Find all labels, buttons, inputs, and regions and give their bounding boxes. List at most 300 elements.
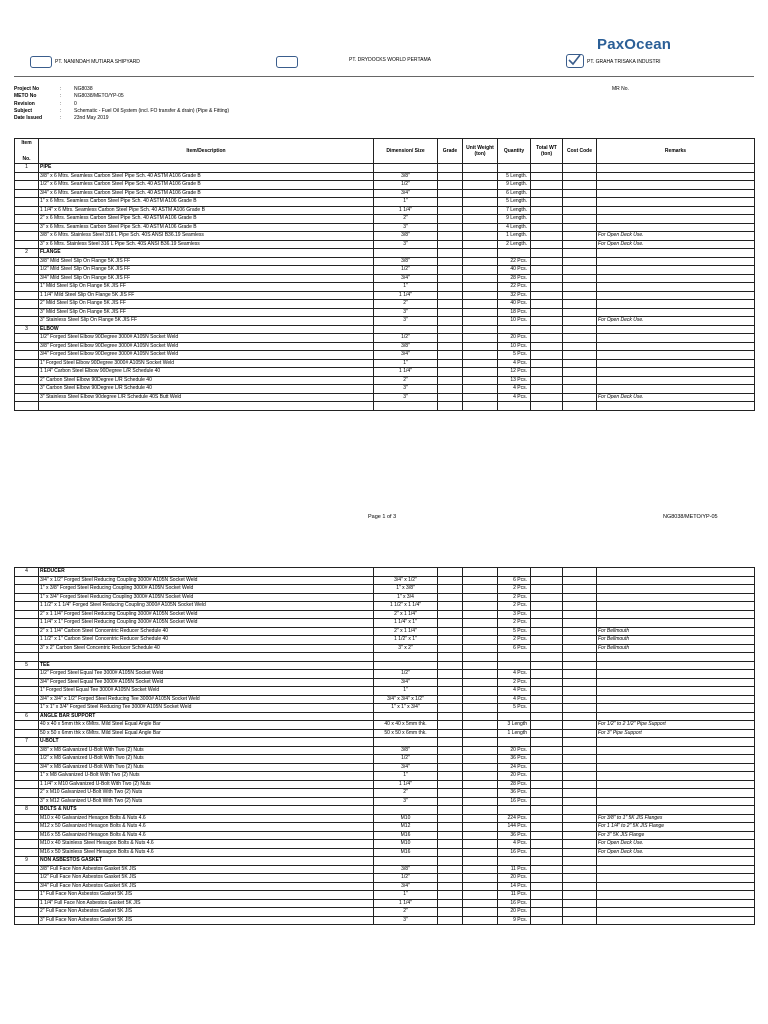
cost-code-cell — [563, 189, 597, 198]
item-no-cell — [15, 653, 39, 662]
quantity-cell: 144 Pcs. — [498, 823, 531, 832]
total-wt-cell — [531, 670, 563, 679]
cost-code-cell — [563, 402, 597, 411]
dimension-cell — [374, 568, 438, 577]
category-row — [15, 568, 755, 577]
grade-cell — [438, 317, 463, 326]
grade-cell — [438, 206, 463, 215]
item-no-cell — [15, 308, 39, 317]
unit-weight-cell — [463, 831, 498, 840]
unit-weight-cell — [463, 274, 498, 283]
grade-cell — [438, 806, 463, 815]
item-no-cell — [15, 189, 39, 198]
remarks-cell — [597, 593, 755, 602]
item-no-cell — [15, 215, 39, 224]
cost-code-cell — [563, 729, 597, 738]
dimension-cell: 3/4" — [374, 189, 438, 198]
quantity-cell: 12 Pcs. — [498, 368, 531, 377]
grade-cell — [438, 223, 463, 232]
total-wt-cell — [531, 232, 563, 241]
description-cell: 1/2" x M8 Galvanized U-Bolt With Two (2) Nuts — [39, 755, 374, 764]
dimension-cell: 3/8" — [374, 746, 438, 755]
meta-row — [14, 108, 229, 115]
meta-key: Project No — [14, 86, 40, 92]
unit-weight-cell — [463, 215, 498, 224]
cost-code-cell — [563, 899, 597, 908]
description-cell: 3/4" Full Face Non Asbestos Gasket 5K JIS — [39, 882, 374, 891]
dimension-cell: 1" — [374, 198, 438, 207]
unit-weight-cell — [463, 840, 498, 849]
cost-code-cell — [563, 857, 597, 866]
item-no-cell — [15, 627, 39, 636]
unit-weight-cell — [463, 291, 498, 300]
dimension-cell: 3" — [374, 223, 438, 232]
item-no-cell — [15, 274, 39, 283]
total-wt-cell — [531, 891, 563, 900]
table-row — [15, 232, 755, 241]
dimension-cell: 3" — [374, 317, 438, 326]
table-row — [15, 215, 755, 224]
dimension-cell: 1/2" — [374, 755, 438, 764]
quantity-cell — [498, 661, 531, 670]
item-no-cell — [15, 746, 39, 755]
total-wt-cell — [531, 351, 563, 360]
unit-weight-cell — [463, 593, 498, 602]
unit-weight-cell — [463, 908, 498, 917]
cost-code-cell — [563, 848, 597, 857]
grade-cell — [438, 636, 463, 645]
remarks-cell — [597, 806, 755, 815]
quantity-cell: 4 Pcs. — [498, 385, 531, 394]
grade-cell — [438, 232, 463, 241]
description-cell — [39, 653, 374, 662]
quantity-cell: 4 Pcs. — [498, 359, 531, 368]
description-cell: 1" x 3/8" Forged Steel Reducing Coupling 3000# A105N Socket Weld — [39, 585, 374, 594]
unit-weight-cell — [463, 729, 498, 738]
table-row — [15, 274, 755, 283]
col-remarks: Remarks — [597, 139, 755, 164]
cost-code-cell — [563, 891, 597, 900]
description-cell: 3/4" x 1/2" Forged Steel Reducing Coupling 3000# A105N Socket Weld — [39, 576, 374, 585]
cost-code-cell — [563, 882, 597, 891]
quantity-cell: 18 Pcs. — [498, 308, 531, 317]
total-wt-cell — [531, 729, 563, 738]
unit-weight-cell — [463, 695, 498, 704]
unit-weight-cell — [463, 359, 498, 368]
quantity-cell: 2 Length. — [498, 240, 531, 249]
dimension-cell: 1" x 3/4 — [374, 593, 438, 602]
description-cell: 1/2" Forged Steel Elbow 90Degree 3000# A105N Socket Weld — [39, 334, 374, 343]
dimension-cell: 1 1/4" — [374, 368, 438, 377]
grade-cell — [438, 670, 463, 679]
remarks-cell — [597, 325, 755, 334]
description-cell: 3" Stainless Steel Slip On Flange 5K JIS FF — [39, 317, 374, 326]
total-wt-cell — [531, 831, 563, 840]
item-no-cell — [15, 368, 39, 377]
remarks-cell — [597, 695, 755, 704]
description-cell: FLANGE — [39, 249, 374, 258]
total-wt-cell — [531, 636, 563, 645]
remarks-cell: For 3" Pipe Support — [597, 729, 755, 738]
grade-cell — [438, 857, 463, 866]
quantity-cell — [498, 806, 531, 815]
dimension-cell: 2" x 1 1/4" — [374, 627, 438, 636]
description-cell: 3" Mild Steel Slip On Flange 5K JIS FF — [39, 308, 374, 317]
remarks-cell — [597, 891, 755, 900]
remarks-cell — [597, 780, 755, 789]
remarks-cell — [597, 164, 755, 173]
table-row — [15, 916, 755, 925]
description-cell: M10 x 40 Stainless Steel Hexagon Bolts & Nuts 4.6 — [39, 840, 374, 849]
unit-weight-cell — [463, 823, 498, 832]
item-no-cell — [15, 223, 39, 232]
grade-cell — [438, 593, 463, 602]
dimension-cell: 3/4" — [374, 274, 438, 283]
quantity-cell — [498, 653, 531, 662]
quantity-cell: 3 Pcs. — [498, 610, 531, 619]
remarks-cell — [597, 746, 755, 755]
paxocean-logo: PaxOcean — [597, 36, 672, 53]
cost-code-cell — [563, 568, 597, 577]
dimension-cell: 3/8" — [374, 172, 438, 181]
grade-cell — [438, 865, 463, 874]
table-row — [15, 729, 755, 738]
total-wt-cell — [531, 602, 563, 611]
col-description: Item/Description — [39, 139, 374, 164]
dimension-cell — [374, 249, 438, 258]
col-cost-code: Cost Code — [563, 139, 597, 164]
description-cell: 1/2" Forged Steel Equal Tee 3000# A105N Socket Weld — [39, 670, 374, 679]
table-row — [15, 687, 755, 696]
remarks-cell — [597, 351, 755, 360]
unit-weight-cell — [463, 627, 498, 636]
meta-value: 23nd May 2019 — [74, 115, 109, 122]
total-wt-cell — [531, 899, 563, 908]
quantity-cell: 4 Length. — [498, 223, 531, 232]
cost-code-cell — [563, 874, 597, 883]
category-row — [15, 325, 755, 334]
unit-weight-cell — [463, 891, 498, 900]
quantity-cell: 4 Pcs. — [498, 840, 531, 849]
total-wt-cell — [531, 916, 563, 925]
table-row — [15, 266, 755, 275]
total-wt-cell — [531, 172, 563, 181]
quantity-cell: 16 Pcs. — [498, 848, 531, 857]
unit-weight-cell — [463, 704, 498, 713]
grade-cell — [438, 627, 463, 636]
unit-weight-cell — [463, 300, 498, 309]
table-row — [15, 300, 755, 309]
unit-weight-cell — [463, 712, 498, 721]
item-no-cell — [15, 755, 39, 764]
cost-code-cell — [563, 687, 597, 696]
remarks-cell: For Bellmouth — [597, 644, 755, 653]
dimension-cell: 3" — [374, 797, 438, 806]
quantity-cell: 10 Pcs. — [498, 317, 531, 326]
cost-code-cell — [563, 797, 597, 806]
table-row — [15, 670, 755, 679]
table-row — [15, 891, 755, 900]
total-wt-cell — [531, 393, 563, 402]
total-wt-cell — [531, 198, 563, 207]
table-row — [15, 351, 755, 360]
quantity-cell: 4 Pcs. — [498, 670, 531, 679]
cost-code-cell — [563, 172, 597, 181]
cost-code-cell — [563, 376, 597, 385]
remarks-cell — [597, 206, 755, 215]
grade-cell — [438, 891, 463, 900]
description-cell: M16 x 50 Stainless Steel Hexagon Bolts & Nuts 4.6 — [39, 848, 374, 857]
grade-cell — [438, 266, 463, 275]
item-no-cell — [15, 619, 39, 628]
remarks-cell: For Open Deck Use. — [597, 240, 755, 249]
unit-weight-cell — [463, 402, 498, 411]
grade-cell — [438, 695, 463, 704]
total-wt-cell — [531, 840, 563, 849]
item-no-cell: 1 — [15, 164, 39, 173]
category-row — [15, 738, 755, 747]
quantity-cell: 4 Pcs. — [498, 695, 531, 704]
grade-cell — [438, 342, 463, 351]
remarks-cell — [597, 874, 755, 883]
description-cell: 2" x 1 1/4" Forged Steel Reducing Coupling 3000# A105N Socket Weld — [39, 610, 374, 619]
grade-cell — [438, 240, 463, 249]
item-no-cell — [15, 359, 39, 368]
dimension-cell: 3/8" — [374, 257, 438, 266]
dimension-cell: 1 1/4" — [374, 899, 438, 908]
cost-code-cell — [563, 274, 597, 283]
total-wt-cell — [531, 300, 563, 309]
cost-code-cell — [563, 593, 597, 602]
cost-code-cell — [563, 627, 597, 636]
table-row — [15, 678, 755, 687]
meta-row — [14, 93, 229, 100]
dimension-cell: 50 x 50 x 6mm thk. — [374, 729, 438, 738]
cost-code-cell — [563, 342, 597, 351]
grade-cell — [438, 763, 463, 772]
description-cell: 3/4" Forged Steel Equal Tee 3000# A105N Socket Weld — [39, 678, 374, 687]
description-cell: 1" Forged Steel Equal Tee 3000# A105N Socket Weld — [39, 687, 374, 696]
grade-cell — [438, 848, 463, 857]
dimension-cell: M12 — [374, 823, 438, 832]
table-row — [15, 257, 755, 266]
description-cell: 50 x 50 x 6mm thk x 6Mtrs. Mild Steel Equal Angle Bar — [39, 729, 374, 738]
unit-weight-cell — [463, 172, 498, 181]
total-wt-cell — [531, 874, 563, 883]
description-cell: 1" Forged Steel Elbow 90Degree 3000# A105N Socket Weld — [39, 359, 374, 368]
unit-weight-cell — [463, 763, 498, 772]
description-cell: 3/4" Forged Steel Elbow 90Degree 3000# A105N Socket Weld — [39, 351, 374, 360]
description-cell: U-BOLT — [39, 738, 374, 747]
total-wt-cell — [531, 385, 563, 394]
table-row — [15, 317, 755, 326]
description-cell: 1" Mild Steel Slip On Flange 5K JIS FF — [39, 283, 374, 292]
remarks-cell — [597, 385, 755, 394]
dimension-cell: 1 1/4" — [374, 291, 438, 300]
description-cell: 1/2" Full Face Non Asbestos Gasket 5K JIS — [39, 874, 374, 883]
item-no-cell — [15, 593, 39, 602]
description-cell: 2" Mild Steel Slip On Flange 5K JIS FF — [39, 300, 374, 309]
dimension-cell: 1" — [374, 891, 438, 900]
total-wt-cell — [531, 283, 563, 292]
item-no-cell — [15, 351, 39, 360]
item-no-cell — [15, 602, 39, 611]
item-no-cell — [15, 814, 39, 823]
quantity-cell: 11 Pcs. — [498, 891, 531, 900]
cost-code-cell — [563, 908, 597, 917]
description-cell: 1" x 3/4" Forged Steel Reducing Coupling 3000# A105N Socket Weld — [39, 593, 374, 602]
quantity-cell: 28 Pcs. — [498, 274, 531, 283]
grade-cell — [438, 831, 463, 840]
col-item-no: Item No. — [15, 139, 39, 164]
grade-cell — [438, 368, 463, 377]
grade-cell — [438, 376, 463, 385]
total-wt-cell — [531, 368, 563, 377]
quantity-cell: 6 Length. — [498, 189, 531, 198]
dimension-cell: 1/2" — [374, 266, 438, 275]
table-row — [15, 376, 755, 385]
description-cell: TEE — [39, 661, 374, 670]
grade-cell — [438, 729, 463, 738]
description-cell: 1 1/4" Carbon Steel Elbow 90Degree L/R Schedule 40 — [39, 368, 374, 377]
unit-weight-cell — [463, 576, 498, 585]
description-cell: 3" Full Face Non Asbestos Gasket 5K JIS — [39, 916, 374, 925]
remarks-cell — [597, 576, 755, 585]
category-row — [15, 806, 755, 815]
unit-weight-cell — [463, 738, 498, 747]
item-no-cell — [15, 172, 39, 181]
table-row — [15, 831, 755, 840]
item-no-cell — [15, 576, 39, 585]
header-divider — [14, 76, 754, 77]
grade-cell — [438, 908, 463, 917]
dimension-cell: 3/8" — [374, 232, 438, 241]
total-wt-cell — [531, 661, 563, 670]
dimension-cell — [374, 653, 438, 662]
dimension-cell: M10 — [374, 840, 438, 849]
quantity-cell: 40 Pcs. — [498, 300, 531, 309]
table-row — [15, 653, 755, 662]
table-row — [15, 189, 755, 198]
grade-cell — [438, 874, 463, 883]
unit-weight-cell — [463, 916, 498, 925]
total-wt-cell — [531, 342, 563, 351]
item-no-cell — [15, 721, 39, 730]
unit-weight-cell — [463, 585, 498, 594]
dimension-cell: 2" x 1 1/4" — [374, 610, 438, 619]
cost-code-cell — [563, 257, 597, 266]
unit-weight-cell — [463, 610, 498, 619]
total-wt-cell — [531, 376, 563, 385]
grade-cell — [438, 840, 463, 849]
remarks-cell — [597, 670, 755, 679]
grade-cell — [438, 899, 463, 908]
quantity-cell: 36 Pcs. — [498, 789, 531, 798]
grade-cell — [438, 644, 463, 653]
remarks-cell — [597, 249, 755, 258]
description-cell: BOLTS & NUTS — [39, 806, 374, 815]
unit-weight-cell — [463, 257, 498, 266]
unit-weight-cell — [463, 368, 498, 377]
total-wt-cell — [531, 789, 563, 798]
grade-cell — [438, 721, 463, 730]
cost-code-cell — [563, 368, 597, 377]
quantity-cell: 1 Length. — [498, 232, 531, 241]
checkbox-drydocks[interactable] — [276, 56, 298, 68]
table-row — [15, 721, 755, 730]
item-no-cell — [15, 181, 39, 190]
dimension-cell: 1/2" — [374, 670, 438, 679]
remarks-cell — [597, 661, 755, 670]
total-wt-cell — [531, 610, 563, 619]
quantity-cell — [498, 857, 531, 866]
total-wt-cell — [531, 806, 563, 815]
description-cell: 1/2" x 6 Mtrs. Seamless Carbon Steel Pipe Sch. 40 ASTM A106 Grade B — [39, 181, 374, 190]
unit-weight-cell — [463, 899, 498, 908]
item-no-cell — [15, 317, 39, 326]
quantity-cell: 224 Pcs. — [498, 814, 531, 823]
remarks-cell — [597, 585, 755, 594]
description-cell: 2" x 1 1/4" Carbon Steel Concentric Reducer Schedule 40 — [39, 627, 374, 636]
checkbox-nanindah[interactable] — [30, 56, 52, 68]
remarks-cell — [597, 568, 755, 577]
unit-weight-cell — [463, 206, 498, 215]
grade-cell — [438, 602, 463, 611]
item-no-cell — [15, 823, 39, 832]
total-wt-cell — [531, 206, 563, 215]
dimension-cell: 3/4" x 1/2" — [374, 576, 438, 585]
total-wt-cell — [531, 797, 563, 806]
description-cell: 3" x M12 Galvanized U-Bolt With Two (2) Nuts — [39, 797, 374, 806]
unit-weight-cell — [463, 814, 498, 823]
total-wt-cell — [531, 249, 563, 258]
unit-weight-cell — [463, 283, 498, 292]
total-wt-cell — [531, 763, 563, 772]
item-no-cell — [15, 882, 39, 891]
meta-colon: : — [60, 115, 62, 122]
description-cell: 2" x 6 Mtrs. Seamless Carbon Steel Pipe Sch. 40 ASTM A106 Grade B — [39, 215, 374, 224]
description-cell: 2" Carbon Steel Elbow 90Degree L/R Schedule 40 — [39, 376, 374, 385]
company-mid-label: PT. DRYDOCKS WORLD PERTAMA — [349, 57, 431, 63]
description-cell: 40 x 40 x 5mm thk x 6Mtrs. Mild Steel Equal Angle Bar — [39, 721, 374, 730]
mr-number-label: MR No. — [612, 86, 629, 92]
item-no-cell — [15, 240, 39, 249]
dimension-cell: 1" — [374, 283, 438, 292]
total-wt-cell — [531, 223, 563, 232]
description-cell: PIPE — [39, 164, 374, 173]
quantity-cell: 13 Pcs. — [498, 376, 531, 385]
cost-code-cell — [563, 704, 597, 713]
remarks-cell — [597, 712, 755, 721]
quantity-cell: 9 Pcs. — [498, 916, 531, 925]
dimension-cell: 2" — [374, 300, 438, 309]
remarks-cell — [597, 189, 755, 198]
item-no-cell: 7 — [15, 738, 39, 747]
dimension-cell: 1" x 3/8" — [374, 585, 438, 594]
cost-code-cell — [563, 291, 597, 300]
table-row — [15, 334, 755, 343]
item-no-cell — [15, 840, 39, 849]
remarks-cell: For Bellmouth — [597, 627, 755, 636]
description-cell: 3" x 6 Mtrs. Stainless Steel 316 L Pipe Sch. 40S ANSI B36.19 Seamless — [39, 240, 374, 249]
item-no-cell: 8 — [15, 806, 39, 815]
total-wt-cell — [531, 257, 563, 266]
dimension-cell: 1 1/4" x 1" — [374, 619, 438, 628]
table-row — [15, 789, 755, 798]
description-cell: 2" Full Face Non Asbestos Gasket 5K JIS — [39, 908, 374, 917]
dimension-cell: M16 — [374, 831, 438, 840]
dimension-cell: 3" — [374, 916, 438, 925]
